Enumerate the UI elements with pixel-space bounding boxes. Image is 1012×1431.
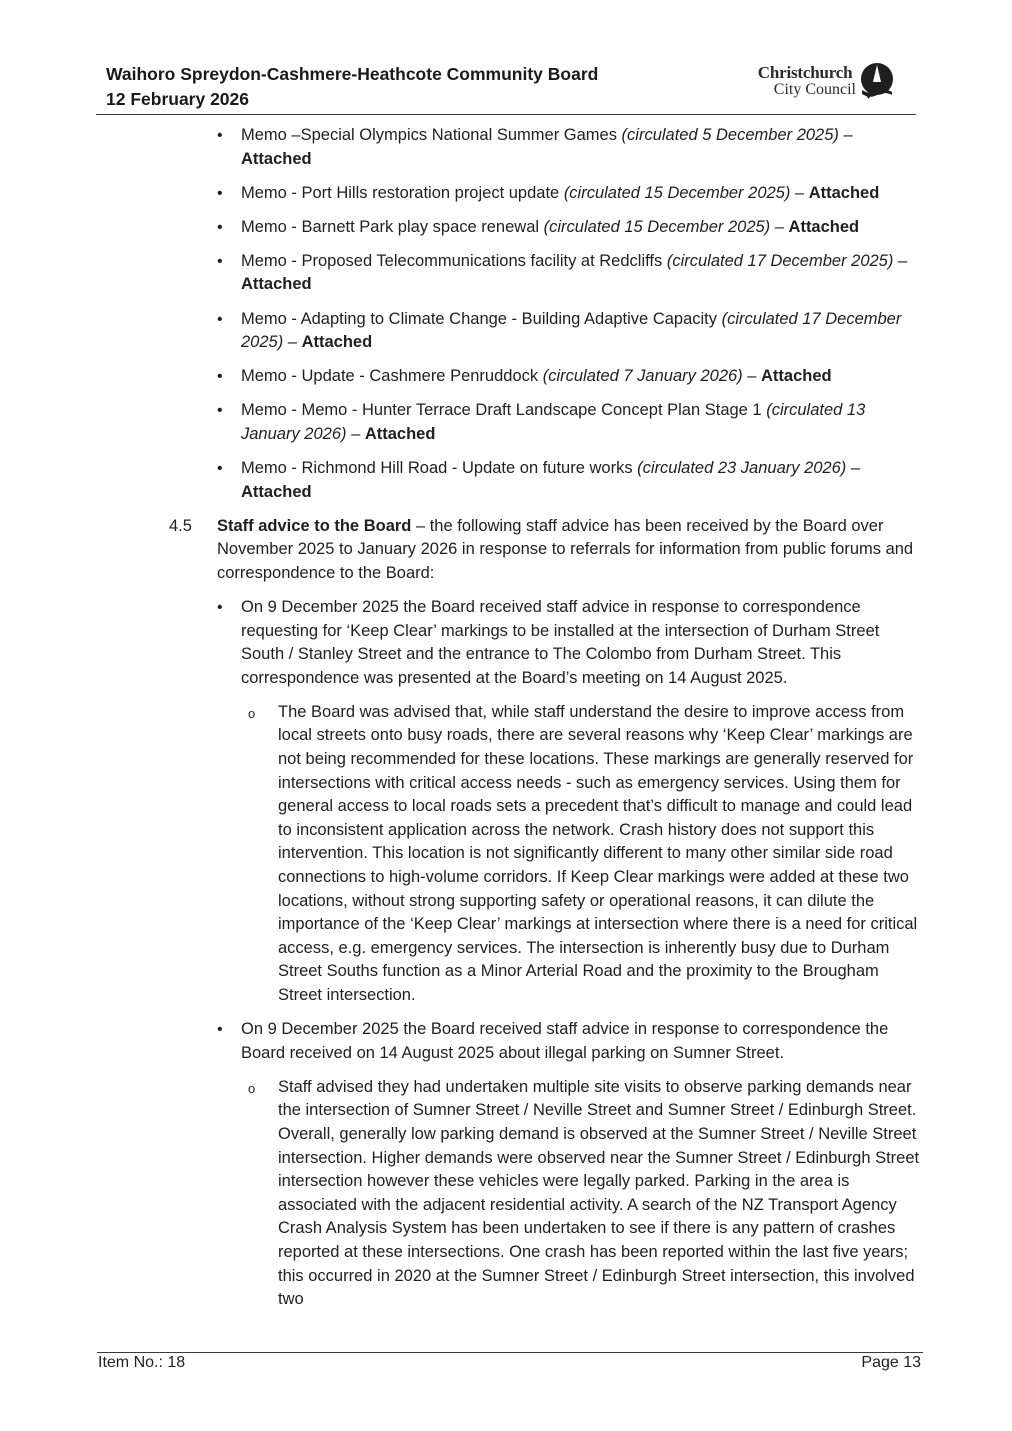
item-number-footer: Item No.: 18: [98, 1354, 186, 1371]
advice-sub-item: o The Board was advised that, while staff understand the desire to improve access from local streets onto busy roads, there are several reasons why ‘Keep Clear’ markings are not being recommended for these locations. These markings are generally reserved for intersections with critical access needs - such as emergency services. Using them for general access to local roads sets a precedent that’s difficult to manage and could lead to inconsistent application across the network. Crash history does not support this intervention. This location is not significantly different to many other similar side road connections to high-volume corridors. If Keep Clear markings were added at these two locations, without strong supporting safety or operational reasons, it can dilute the importance of the ‘Keep Clear’ markings at intersection where there is a need for critical access, e.g. emergency services. The intersection is inherently busy due to Durham Street Souths function as a Minor Arterial Road and the proximity to the Brougham Street intersection.: [278, 701, 920, 1008]
memo-list: [0, 124, 1012, 504]
logo-line1: Christchurch: [757, 63, 853, 82]
page-header: [96, 62, 916, 115]
item-number: 4.5: [169, 516, 192, 535]
page-number: Page 13: [861, 1354, 921, 1371]
document-body: [0, 124, 1012, 1322]
list-item: • Memo - Adapting to Climate Change - Building Adaptive Capacity (circulated 17 December 2025) – Attached: [241, 308, 921, 355]
list-item: • Memo - Barnett Park play space renewal (circulated 15 December 2025) – Attached: [241, 216, 921, 240]
meeting-date: 12 February 2026: [106, 89, 250, 109]
advice-sub-item: o Staff advised they had undertaken multiple site visits to observe parking demands near the intersection of Sumner Street / Neville Street and Sumner Street / Edinburgh Street. Overall, generally low parking demand is observed at the Sumner Street / Neville Street intersection. Higher demands were observed near the Sumner Street / Edinburgh Street intersection however these vehicles were legally parked. Parking in the area is associated with the adjacent residential activity. A search of the NZ Transport Agency Crash Analysis System has been undertaken to see if there is any pattern of crashes reported at these intersections. One crash has been reported within the last five years; this occurred in 2020 at the Sumner Street / Edinburgh Street intersection, this involved two: [278, 1076, 920, 1312]
board-name: Waihoro Spreydon-Cashmere-Heathcote Community Board: [106, 64, 599, 84]
page-footer: [97, 1352, 923, 1378]
item-text: – the following staff advice has been received by the Board over November 2025 to January 2026 in response to referrals for information from public forums and correspondence to the Board:: [217, 516, 914, 582]
list-item: • Memo - Update - Cashmere Penruddock (circulated 7 January 2026) – Attached: [241, 365, 921, 389]
list-item: • Memo - Proposed Telecommunications facility at Redcliffs (circulated 17 December 2025) – Attached: [241, 250, 921, 297]
advice-item: • On 9 December 2025 the Board received staff advice in response to correspondence requesting for ‘Keep Clear’ markings to be installed at the intersection of Durham Street South / Stanley Street and the entrance to The Colombo from Durham Street. This correspondence was presented at the Board’s meeting on 14 August 2025.: [241, 596, 921, 690]
logo-line2: City Council: [773, 81, 856, 98]
agenda-item-4-5: [169, 515, 917, 586]
list-item: • Memo - Port Hills restoration project update (circulated 15 December 2025) – Attached: [241, 182, 921, 206]
item-heading: Staff advice to the Board: [217, 516, 412, 535]
cathedral-spire-icon: [858, 62, 896, 100]
list-item: • Memo - Richmond Hill Road - Update on future works (circulated 23 January 2026) – Attached: [241, 457, 921, 504]
header-title: [106, 62, 598, 112]
advice-item: • On 9 December 2025 the Board received staff advice in response to correspondence the Board received on 14 August 2025 about illegal parking on Sumner Street.: [241, 1018, 921, 1065]
council-logo-text: [758, 64, 856, 98]
list-item: • Memo - Memo - Hunter Terrace Draft Landscape Concept Plan Stage 1 (circulated 13 January 2026) – Attached: [241, 399, 921, 446]
list-item: • Memo –Special Olympics National Summer Games (circulated 5 December 2025) – Attached: [241, 124, 921, 171]
